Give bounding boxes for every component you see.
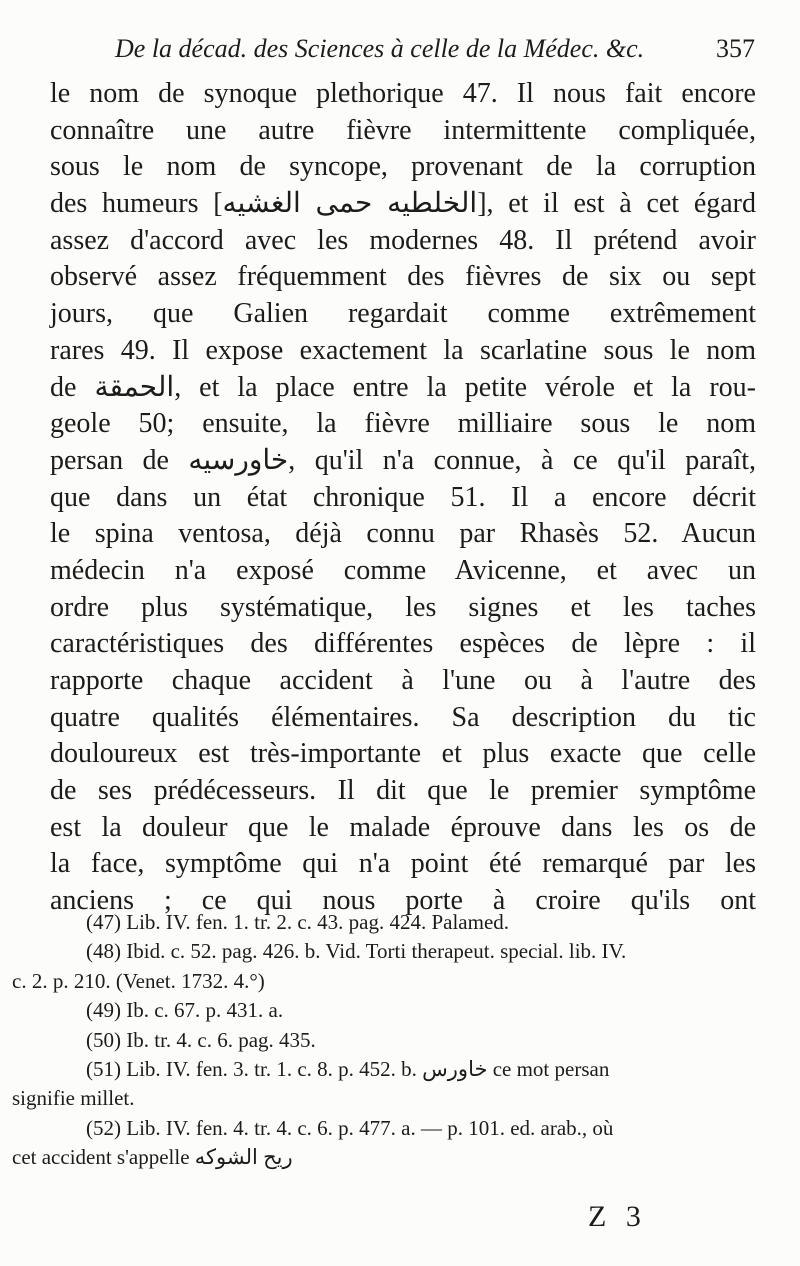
text-line: la face, symptôme qui n'a point été remarqué par les — [50, 848, 756, 880]
body-text — [50, 76, 756, 920]
text-line: assez d'accord avec les modernes 48. Il prétend avoir — [50, 224, 756, 256]
text-line: rares 49. Il expose exactement la scarlatine sous le nom — [50, 334, 756, 366]
text-line: que dans un état chronique 51. Il a encore décrit — [50, 481, 756, 513]
text-line: ordre plus systématique, les signes et les taches — [50, 591, 756, 623]
text-line: est la douleur que le malade éprouve dans les os de — [50, 811, 756, 843]
text-line: le spina ventosa, déjà connu par Rhasès 52. Aucun — [50, 518, 756, 550]
text-line: rapporte chaque accident à l'une ou à l'autre des — [50, 665, 756, 696]
text-line: connaître une autre fièvre intermittente compliquée, — [50, 114, 756, 146]
footnote-51-continued: signifie millet. — [12, 1086, 135, 1111]
text-line: médecin n'a exposé comme Avicenne, et avec un — [50, 554, 756, 586]
footnote-52-continued: cet accident s'appelle ريح الشوكه — [12, 1145, 293, 1170]
footnote-49: (49) Ib. c. 67. p. 431. a. — [86, 998, 284, 1023]
footnote-47: (47) Lib. IV. fen. 1. tr. 2. c. 43. pag. 424. Palamed. — [86, 910, 510, 934]
text-line: des humeurs [الخلطيه حمى الغشيه], et il est à cet égard — [50, 188, 757, 220]
text-line: le nom de synoque plethorique 47. Il nous fait encore — [50, 78, 756, 109]
running-head-title: De la décad. des Sciences à celle de la Médec. &c. — [115, 34, 645, 63]
text-line: caractéristiques des différentes espèces de lèpre : il — [50, 628, 756, 660]
text-line: anciens ; ce qui nous porte à croire qu'ils ont — [50, 885, 756, 917]
text-line: douloureux est très-importante et plus exacte que celle — [50, 738, 756, 770]
footnote-48: (48) Ibid. c. 52. pag. 426. b. Vid. Torti therapeut. special. lib. IV. — [86, 939, 627, 964]
page-number: 357 — [716, 34, 755, 63]
text-line: persan de خاورسيه, qu'il n'a connue, à ce qu'il paraît, — [50, 444, 756, 476]
text-line: de الحمقة, et la place entre la petite vérole et la rou- — [50, 371, 757, 403]
footnote-48-continued: c. 2. p. 210. (Venet. 1732. 4.°) — [12, 968, 265, 993]
text-line: quatre qualités élémentaires. Sa description du tic — [50, 701, 756, 733]
text-line: observé assez fréquemment des fièvres de six ou sept — [50, 261, 756, 293]
footnotes — [12, 908, 766, 1173]
footnote-50: (50) Ib. tr. 4. c. 6. pag. 435. — [86, 1027, 316, 1052]
footnote-51: (51) Lib. IV. fen. 3. tr. 1. c. 8. p. 452. b. خاورس ce mot persan — [86, 1056, 610, 1081]
text-line: geole 50; ensuite, la fièvre milliaire sous le nom — [50, 408, 756, 440]
text-line: jours, que Galien regardait comme extrêmement — [50, 298, 756, 330]
text-line: de ses prédécesseurs. Il dit que le premier symptôme — [50, 775, 756, 807]
signature-mark: Z 3 — [588, 1200, 647, 1233]
running-head — [115, 30, 755, 70]
text-line: sous le nom de syncope, provenant de la corruption — [50, 151, 756, 183]
footnote-52: (52) Lib. IV. fen. 4. tr. 4. c. 6. p. 477. a. — p. 101. ed. arab., où — [86, 1115, 614, 1140]
